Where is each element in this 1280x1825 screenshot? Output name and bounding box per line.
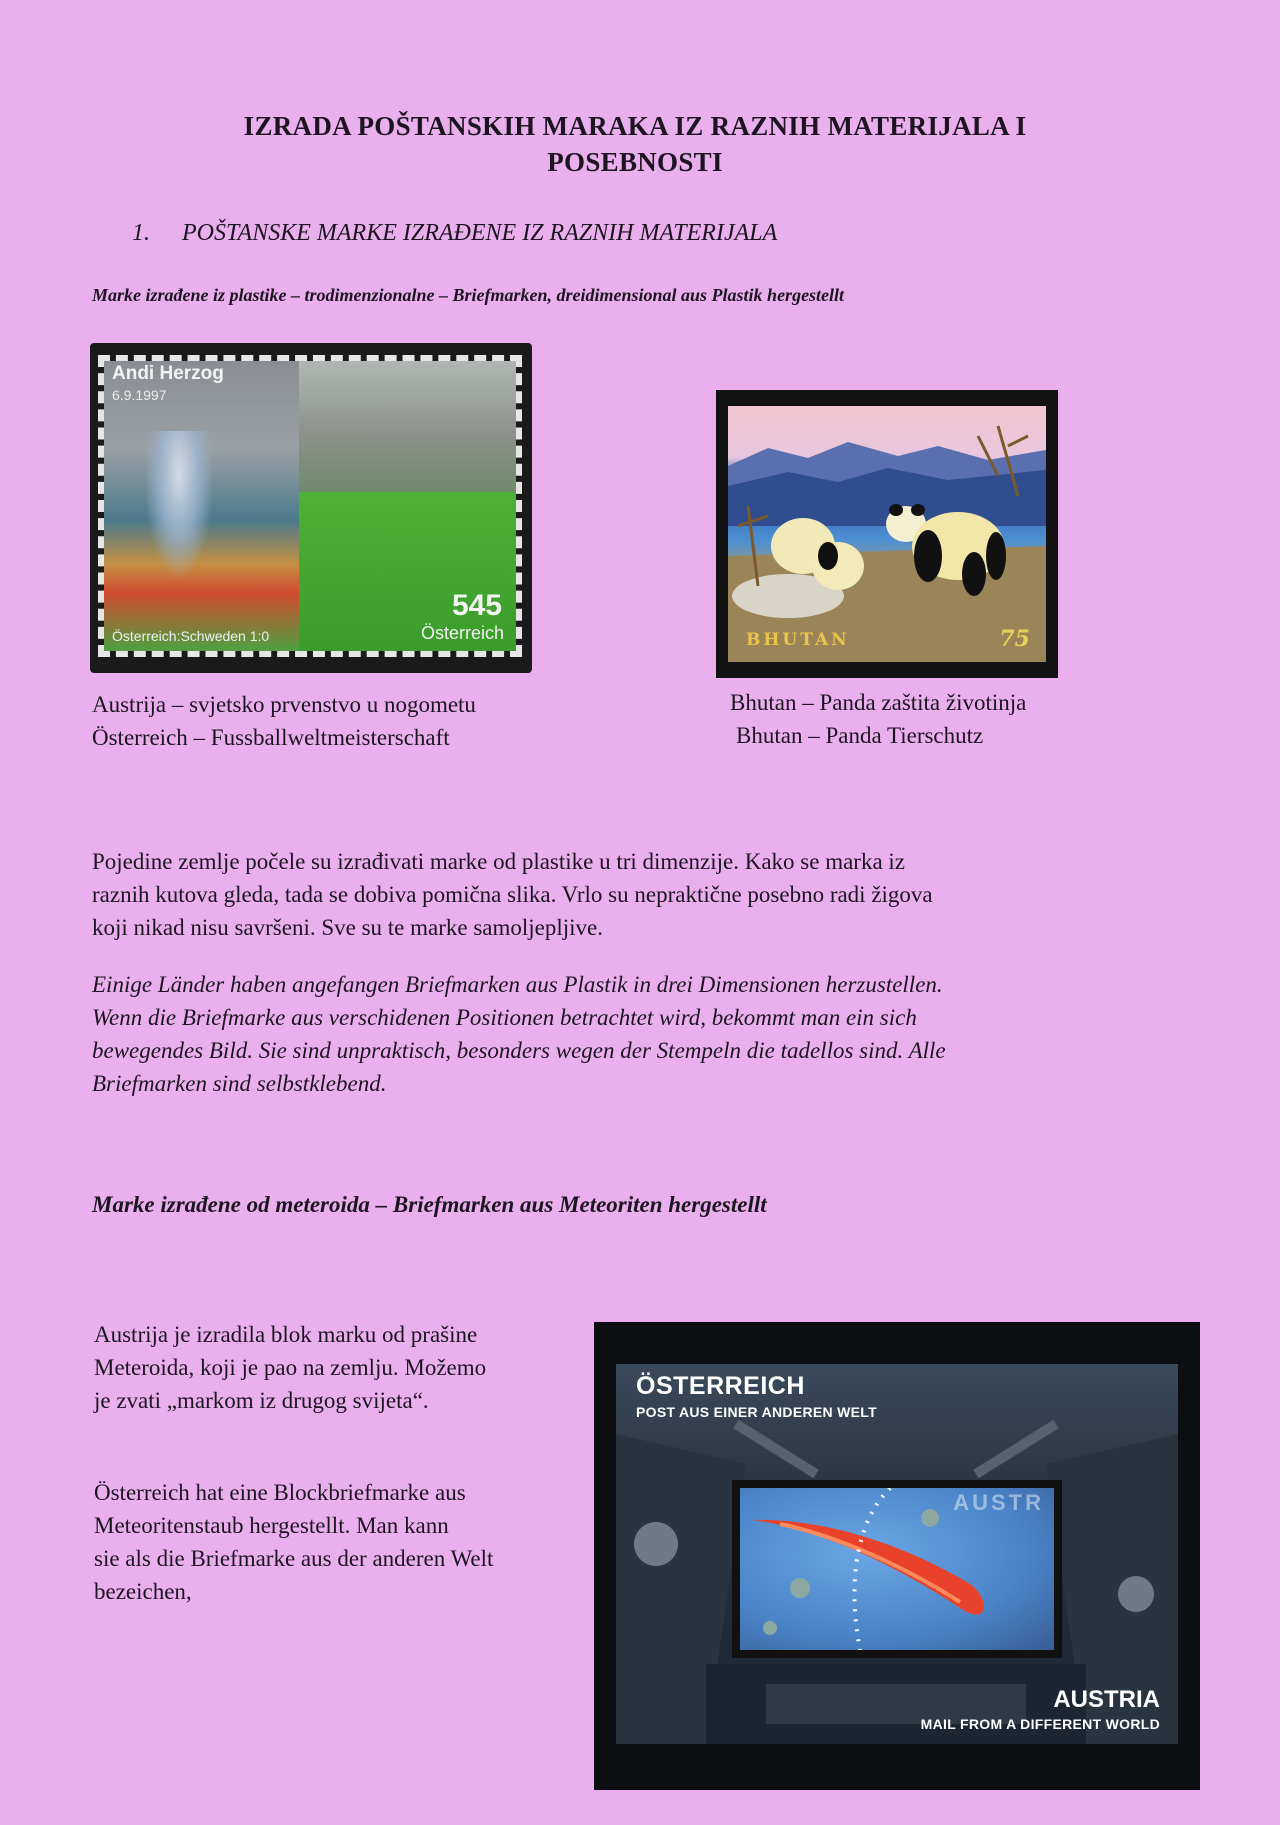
caption-bhutan [730,686,1026,752]
meteor-paragraph-de-line-2: Meteoritenstaub hergestellt. Man kann [94,1513,449,1538]
austria-meteor-stamp [594,1322,1200,1790]
meteor-subheading: Marke izrađene od meteroida – Briefmarken aus Meteoriten hergestellt [92,1192,767,1217]
meteor-paragraph-hr [94,1318,486,1417]
page-title [100,108,1170,180]
football-player-figure [144,431,214,581]
caption-austria-line-1: Austrija – svjetsko prvenstvo u nogometu [92,692,476,717]
meteor-paragraph-hr-line-3: je zvati „markom iz drugog svijeta“. [94,1388,429,1413]
meteor-paragraph-hr-line-2: Meteroida, koji je pao na zemlju. Možemo [94,1355,487,1380]
plastic-paragraph-hr [92,845,933,944]
caption-bhutan-line-2: Bhutan – Panda Tierschutz [736,723,984,748]
austria-stamp-image [98,355,522,657]
stamp-date: 6.9.1997 [112,387,167,403]
meteor-stamp-title: ÖSTERREICH [636,1372,805,1400]
meteor-paragraph-de-line-3: sie als die Briefmarke aus der anderen Welt [94,1546,494,1571]
plastic-paragraph-de [92,968,946,1100]
section-heading [132,220,777,247]
bhutan-country-label: BHUTAN [746,630,850,650]
section-title: POŠTANSKE MARKE IZRAĐENE IZ RAZNIH MATERIJALA [182,220,778,246]
stamp-stadium-panel [299,361,522,492]
stamp-value: 545 [451,589,502,622]
page-title-line-1: IZRADA POŠTANSKIH MARAKA IZ RAZNIH MATERIJALA I [243,111,1027,141]
austria-football-stamp [90,343,532,673]
caption-austria [92,688,476,754]
meteor-stamp-arc-text: AUSTR [953,1490,1044,1515]
plastic-paragraph-de-line-2: Wenn die Briefmarke aus verschidenen Positionen betrachtet wird, bekommt man ein sich [92,1005,917,1030]
meteor-stamp-image [740,1488,1054,1650]
meteor-paragraph-hr-line-1: Austrija je izradila blok marku od prašine [94,1322,478,1347]
bhutan-panda-stamp [716,390,1058,678]
caption-austria-line-2: Österreich – Fussballweltmeisterschaft [92,725,450,750]
plastic-paragraph-hr-line-3: koji nikad nisu savršeni. Sve su te marke samoljepljive. [92,915,604,940]
meteor-paragraph-de-line-1: Österreich hat eine Blockbriefmarke aus [94,1480,466,1505]
meteor-paragraph-de-line-4: bezeichen, [94,1579,192,1604]
plastic-paragraph-de-line-4: Briefmarken sind selbstklebend. [92,1071,387,1096]
bhutan-stamp-value: 75 [999,626,1030,652]
page-title-line-2: POSEBNOSTI [547,147,723,177]
meteor-stamp-block [616,1364,1178,1744]
meteor-stamp-country: AUSTRIA [1053,1686,1160,1713]
meteor-paragraph-de [94,1476,493,1608]
stamp-country: Österreich [420,623,504,643]
plastic-paragraph-hr-line-2: raznih kutova gleda, tada se dobiva pomična slika. Vrlo su nepraktične posebno radi žigova [92,882,933,907]
section-number: 1. [132,220,150,246]
plastic-subheading: Marke izrađene iz plastike – trodimenzionalne – Briefmarken, dreidimensional aus Plastik hergestellt [92,285,845,305]
stamp-score: Österreich:Schweden 1:0 [112,628,270,644]
meteor-stamp-tagline: MAIL FROM A DIFFERENT WORLD [920,1716,1160,1732]
plastic-paragraph-de-line-1: Einige Länder haben angefangen Briefmarken aus Plastik in drei Dimensionen herzustellen. [92,972,943,997]
panda-scene-illustration [728,406,1046,662]
meteor-stamp-window [732,1480,1062,1658]
bhutan-stamp-image [728,406,1046,662]
plastic-paragraph-de-line-3: bewegendes Bild. Sie sind unpraktisch, besonders wegen der Stempeln die tadellos sind. Alle [92,1038,946,1063]
meteor-stamp-subtitle: POST AUS EINER ANDEREN WELT [636,1404,877,1420]
caption-bhutan-line-1: Bhutan – Panda zaštita životinja [730,690,1027,715]
stamp-player-name: Andi Herzog [112,363,224,384]
plastic-paragraph-hr-line-1: Pojedine zemlje počele su izrađivati marke od plastike u tri dimenzije. Kako se marka iz [92,849,906,874]
